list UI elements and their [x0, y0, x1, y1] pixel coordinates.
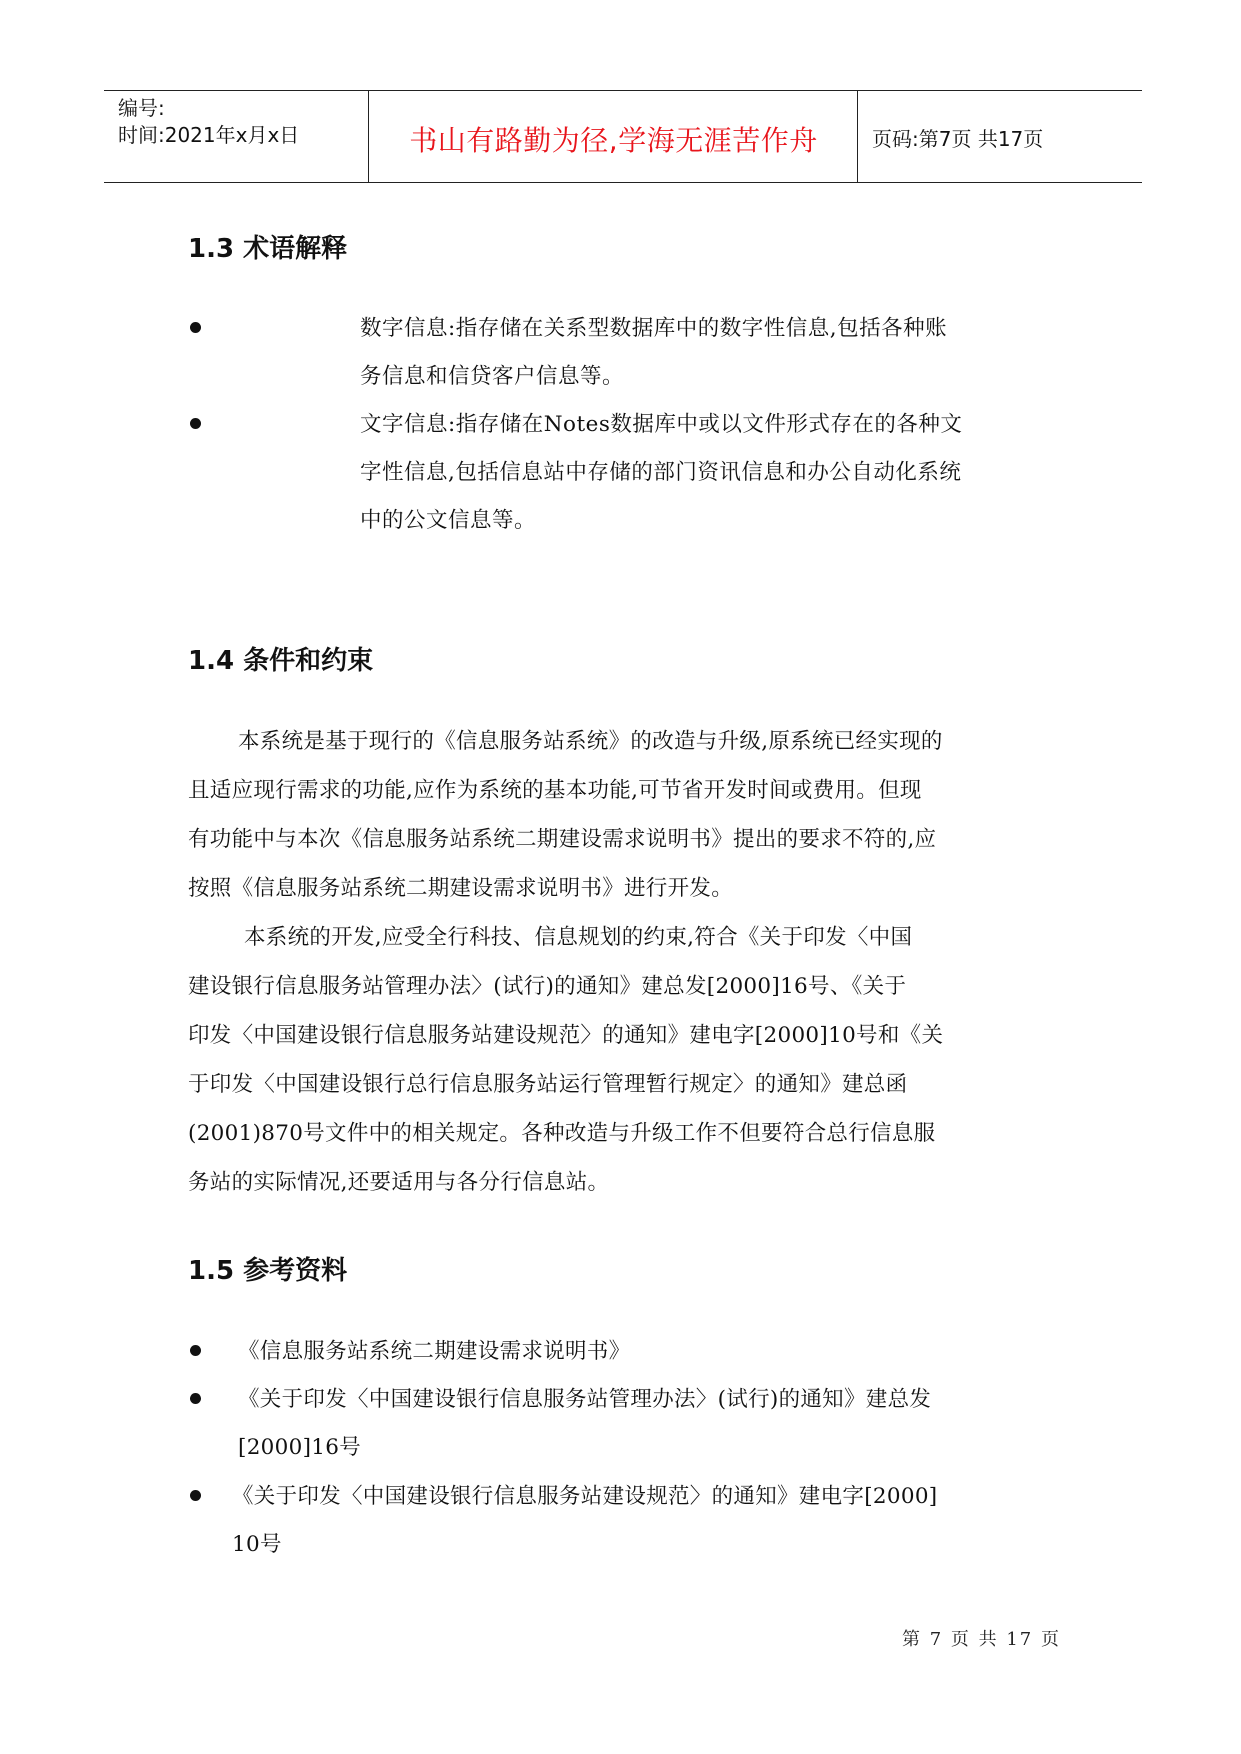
paragraph-line: 按照《信息服务站系统二期建设需求说明书》进行开发。	[188, 876, 734, 901]
bullet-icon	[190, 1345, 201, 1356]
reference-line: 《信息服务站系统二期建设需求说明书》	[238, 1339, 631, 1364]
reference-line: 10号	[232, 1532, 282, 1557]
reference-line: [2000]16号	[238, 1435, 362, 1460]
header-page-label: 页码:第7页 共17页	[872, 127, 1044, 151]
reference-item	[238, 1376, 1098, 1472]
paragraph-line: 本系统是基于现行的《信息服务站系统》的改造与升级,原系统已经实现的	[238, 729, 943, 754]
bullet-icon	[190, 418, 201, 429]
list-item-line: 务信息和信贷客户信息等。	[360, 364, 625, 389]
header-divider	[368, 91, 369, 182]
list-item-line: 字性信息,包括信息站中存储的部门资讯信息和办公自动化系统	[360, 460, 962, 485]
reference-item	[238, 1328, 1098, 1376]
paragraph-line: 于印发〈中国建设银行总行信息服务站运行管理暂行规定〉的通知》建总函	[188, 1072, 908, 1097]
paragraph	[188, 717, 1058, 913]
paragraph-line: 建设银行信息服务站管理办法〉(试行)的通知》建总发[2000]16号、《关于	[188, 974, 907, 999]
list-item-line: 数字信息:指存储在关系型数据库中的数字性信息,包括各种账	[360, 316, 948, 341]
bullet-icon	[190, 322, 201, 333]
section-title-1-4: 1.4 条件和约束	[188, 646, 374, 676]
section-title-1-3: 1.3 术语解释	[188, 234, 348, 264]
list-item-line: 文字信息:指存储在Notes数据库中或以文件形式存在的各种文	[360, 412, 963, 437]
reference-item	[232, 1473, 1112, 1569]
paragraph-line: (2001)870号文件中的相关规定。各种改造与升级工作不但要符合总行信息服	[188, 1121, 936, 1146]
bullet-icon	[190, 1393, 201, 1404]
paragraph-line: 且适应现行需求的功能,应作为系统的基本功能,可节省开发时间或费用。但现	[188, 778, 922, 803]
paragraph	[188, 913, 1058, 1207]
page-header	[104, 90, 1142, 183]
header-divider	[857, 91, 858, 182]
list-item	[360, 401, 1080, 545]
paragraph-line: 有功能中与本次《信息服务站系统二期建设需求说明书》提出的要求不符的,应	[188, 827, 937, 852]
header-meta	[118, 95, 299, 149]
page-footer: 第 7 页 共 17 页	[902, 1629, 1061, 1650]
reference-line: 《关于印发〈中国建设银行信息服务站管理办法〉(试行)的通知》建总发	[238, 1387, 932, 1412]
header-number-label: 编号:	[118, 96, 165, 120]
section-title-1-5: 1.5 参考资料	[188, 1256, 348, 1286]
list-item	[360, 305, 1080, 401]
paragraph-line: 务站的实际情况,还要适用与各分行信息站。	[188, 1170, 610, 1195]
list-item-line: 中的公文信息等。	[360, 508, 537, 533]
bullet-icon	[190, 1490, 201, 1501]
reference-line: 《关于印发〈中国建设银行信息服务站建设规范〉的通知》建电字[2000]	[232, 1484, 938, 1509]
paragraph-line: 本系统的开发,应受全行科技、信息规划的约束,符合《关于印发〈中国	[244, 925, 913, 950]
paragraph-line: 印发〈中国建设银行信息服务站建设规范〉的通知》建电字[2000]10号和《关	[188, 1023, 944, 1048]
header-motto: 书山有路勤为径,学海无涯苦作舟	[409, 124, 818, 157]
header-time-label: 时间:2021年x月x日	[118, 123, 300, 147]
